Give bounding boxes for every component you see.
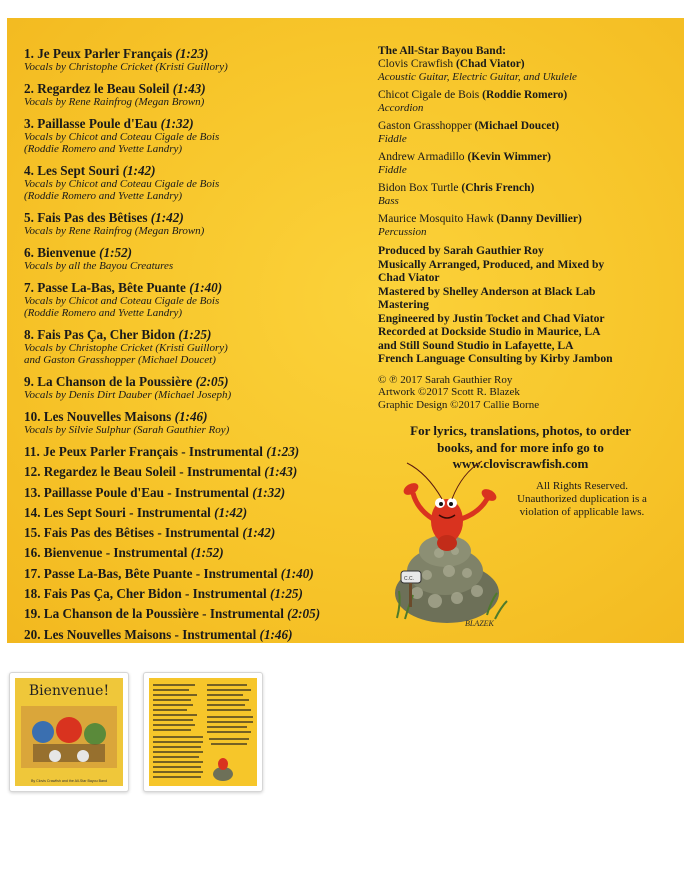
track-title: 7. Passe La-Bas, Bête Puante (1:40) (24, 280, 223, 295)
track-title: 6. Bienvenue (1:52) (24, 245, 133, 260)
track-duration: (1:42) (242, 525, 276, 541)
instrumental-track-item (24, 566, 384, 586)
track-duration: (1:43) (172, 81, 206, 96)
cta-line: For lyrics, translations, photos, to order (410, 423, 631, 438)
instrumental-track-item (24, 627, 384, 643)
member-musician: (Danny Devillier) (496, 213, 582, 225)
track-duration: (1:40) (189, 280, 223, 295)
band-member (378, 120, 678, 145)
thumbnail-back-art (149, 678, 257, 786)
track-list (24, 46, 384, 643)
member-instrument: Fiddle (378, 133, 407, 145)
track-duration: (1:52) (190, 545, 224, 561)
band-member (378, 89, 678, 114)
track-duration: (1:43) (264, 464, 298, 480)
track-title: 13. Paillasse Poule d'Eau - Instrumental (1:32) (24, 484, 286, 500)
track-item (24, 46, 384, 73)
member-instrument: Acoustic Guitar, Electric Guitar, and Ukulele (378, 71, 577, 83)
track-duration: (1:42) (214, 504, 248, 520)
band-title: The All-Star Bayou Band: (378, 45, 506, 57)
cta-line: www.cloviscrawfish.com (452, 456, 589, 471)
track-duration: (1:46) (259, 626, 293, 642)
instrumental-track-item (24, 586, 384, 606)
band-member (378, 213, 678, 238)
track-title: 11. Je Peux Parler Français - Instrumental (1:23) (24, 444, 300, 459)
instrumental-track-item (24, 545, 384, 565)
track-duration: (1:42) (150, 210, 184, 225)
track-credit: Vocals by Rene Rainfrog (Megan Brown) (24, 96, 205, 108)
crawfish-on-turtle-illustration (387, 443, 517, 633)
track-item (24, 163, 384, 202)
production-credit-line: French Language Consulting by Kirby Jambon (378, 352, 613, 365)
member-musician: (Kevin Wimmer) (467, 151, 552, 163)
track-item (24, 116, 384, 155)
track-title: 1. Je Peux Parler Français (1:23) (24, 46, 209, 61)
production-credit-line: Mastered by Shelley Anderson at Black Lab (378, 284, 596, 298)
instrumental-track-item (24, 464, 384, 484)
track-credit: Vocals by Chicot and Coteau Cigale de Bois (24, 131, 220, 143)
member-character: Bidon Box Turtle (378, 182, 459, 194)
track-duration: (1:46) (174, 409, 208, 424)
instrumental-track-list (24, 444, 384, 643)
track-title: 3. Paillasse Poule d'Eau (1:32) (24, 116, 194, 131)
production-credit-line: Recorded at Dockside Studio in Maurice, LA (378, 325, 601, 338)
production-credit-line: and Still Sound Studio in Lafayette, LA (378, 338, 574, 352)
track-title: 10. Les Nouvelles Maisons (1:46) (24, 409, 208, 424)
track-title: 20. Les Nouvelles Maisons - Instrumental (1:46) (24, 626, 293, 642)
track-title: 9. La Chanson de la Poussière (2:05) (24, 374, 229, 389)
band-member (378, 151, 678, 176)
mailbox-label: C.C. (404, 576, 414, 582)
cta-line: books, and for more info go to (437, 439, 604, 455)
rights-line: All Rights Reserved. (536, 480, 628, 492)
member-musician: (Roddie Romero) (482, 89, 568, 101)
track-duration: (1:52) (99, 245, 133, 260)
credits-column (378, 45, 678, 473)
member-musician: (Michael Doucet) (474, 120, 560, 132)
track-title: 8. Fais Pas Ça, Cher Bidon (1:25) (24, 327, 212, 342)
track-credit: Vocals by Christophe Cricket (Kristi Guillory) (24, 61, 228, 73)
track-credit: Vocals by Rene Rainfrog (Megan Brown) (24, 225, 205, 237)
track-duration: (1:32) (252, 484, 286, 500)
track-duration: (1:25) (178, 327, 212, 342)
track-title: 16. Bienvenue - Instrumental (1:52) (24, 545, 224, 561)
production-credits (378, 244, 678, 366)
thumbnail-front-cover[interactable] (9, 672, 129, 792)
production-credit-line: Chad Viator (378, 271, 440, 284)
member-musician: (Chris French) (461, 182, 535, 194)
front-cover-art (15, 678, 123, 786)
track-item (24, 210, 384, 237)
member-character: Andrew Armadillo (378, 151, 465, 163)
track-title: 19. La Chanson de la Poussière - Instrumental (2:05) (24, 606, 321, 622)
track-title: 14. Les Sept Souri - Instrumental (1:42) (24, 504, 248, 520)
track-credit: Vocals by all the Bayou Creatures (24, 260, 174, 272)
track-credit: Vocals by Chicot and Coteau Cigale de Bois (24, 295, 220, 307)
production-credit-line: Produced by Sarah Gauthier Roy (378, 244, 544, 257)
track-duration: (1:40) (280, 565, 314, 581)
thumbnail-front-title: Bienvenue! (28, 683, 110, 699)
track-item (24, 409, 384, 436)
track-title: 12. Regardez le Beau Soleil - Instrumental (1:43) (24, 464, 298, 480)
track-credit: (Roddie Romero and Yvette Landry) (24, 190, 183, 202)
track-title: 18. Fais Pas Ça, Cher Bidon - Instrumental (1:25) (24, 586, 303, 602)
copyright-line: © ℗ 2017 Sarah Gauthier Roy (378, 373, 513, 386)
track-duration: (1:25) (269, 586, 303, 602)
track-title: 15. Fais Pas des Bêtises - Instrumental (1:42) (24, 525, 276, 541)
rights-line: violation of applicable laws. (519, 506, 645, 518)
track-credit: Vocals by Chicot and Coteau Cigale de Bois (24, 178, 220, 190)
member-instrument: Percussion (378, 226, 427, 238)
thumbnail-front-caption: By Clovis Crawfish and the All-Star Bayou Band (30, 779, 108, 783)
artist-signature: BLAZEK (465, 619, 494, 628)
track-credit: (Roddie Romero and Yvette Landry) (24, 307, 183, 319)
track-duration: (1:23) (175, 46, 209, 61)
copyright-line: Artwork ©2017 Scott R. Blazek (378, 386, 520, 398)
track-credit: Vocals by Silvie Sulphur (Sarah Gauthier Roy) (24, 424, 230, 436)
instrumental-track-item (24, 606, 384, 626)
instrumental-track-item (24, 525, 384, 545)
instrumental-track-item (24, 485, 384, 505)
production-credit-line: Musically Arranged, Produced, and Mixed by (378, 257, 605, 271)
track-credit: Vocals by Christophe Cricket (Kristi Guillory) (24, 342, 228, 354)
rights-line: Unauthorized duplication is a (517, 493, 647, 505)
track-item (24, 280, 384, 319)
copyright-line: Graphic Design ©2017 Callie Borne (378, 398, 540, 411)
track-item (24, 374, 384, 401)
member-character: Clovis Crawfish (378, 58, 454, 70)
instrumental-track-item (24, 505, 384, 525)
track-credit: Vocals by Denis Dirt Dauber (Michael Joseph) (24, 389, 232, 401)
track-item (24, 245, 384, 272)
track-credit: (Roddie Romero and Yvette Landry) (24, 143, 183, 155)
track-title: 2. Regardez le Beau Soleil (1:43) (24, 81, 206, 96)
track-duration: (1:42) (122, 163, 156, 178)
rights-notice (497, 480, 667, 519)
track-title: 4. Les Sept Souri (1:42) (24, 163, 156, 178)
instrumental-track-item (24, 444, 384, 464)
track-duration: (1:23) (266, 444, 300, 459)
member-instrument: Accordion (378, 102, 424, 114)
track-duration: (2:05) (195, 374, 229, 389)
member-musician: (Chad Viator) (455, 58, 525, 70)
track-credit: and Gaston Grasshopper (Michael Doucet) (24, 354, 216, 366)
crawfish-character (402, 461, 499, 551)
copyright-block (378, 374, 678, 412)
production-credit-line: Engineered by Justin Tocket and Chad Viator (378, 311, 605, 325)
member-character: Maurice Mosquito Hawk (378, 213, 494, 225)
album-back-cover-viewer[interactable] (7, 18, 684, 643)
member-character: Chicot Cigale de Bois (378, 89, 480, 101)
thumbnail-back-cover[interactable] (143, 672, 263, 792)
band-member-list (378, 58, 678, 238)
band-member (378, 58, 678, 83)
member-character: Gaston Grasshopper (378, 120, 472, 132)
track-item (24, 81, 384, 108)
member-instrument: Bass (378, 195, 399, 207)
track-duration: (1:32) (160, 116, 194, 131)
track-title: 5. Fais Pas des Bêtises (1:42) (24, 210, 184, 225)
production-credit-line: Mastering (378, 298, 429, 311)
member-instrument: Fiddle (378, 164, 407, 176)
band-member (378, 182, 678, 207)
track-duration: (2:05) (287, 606, 321, 622)
track-title: 17. Passe La-Bas, Bête Puante - Instrumental (1:40) (24, 565, 314, 581)
track-item (24, 327, 384, 366)
